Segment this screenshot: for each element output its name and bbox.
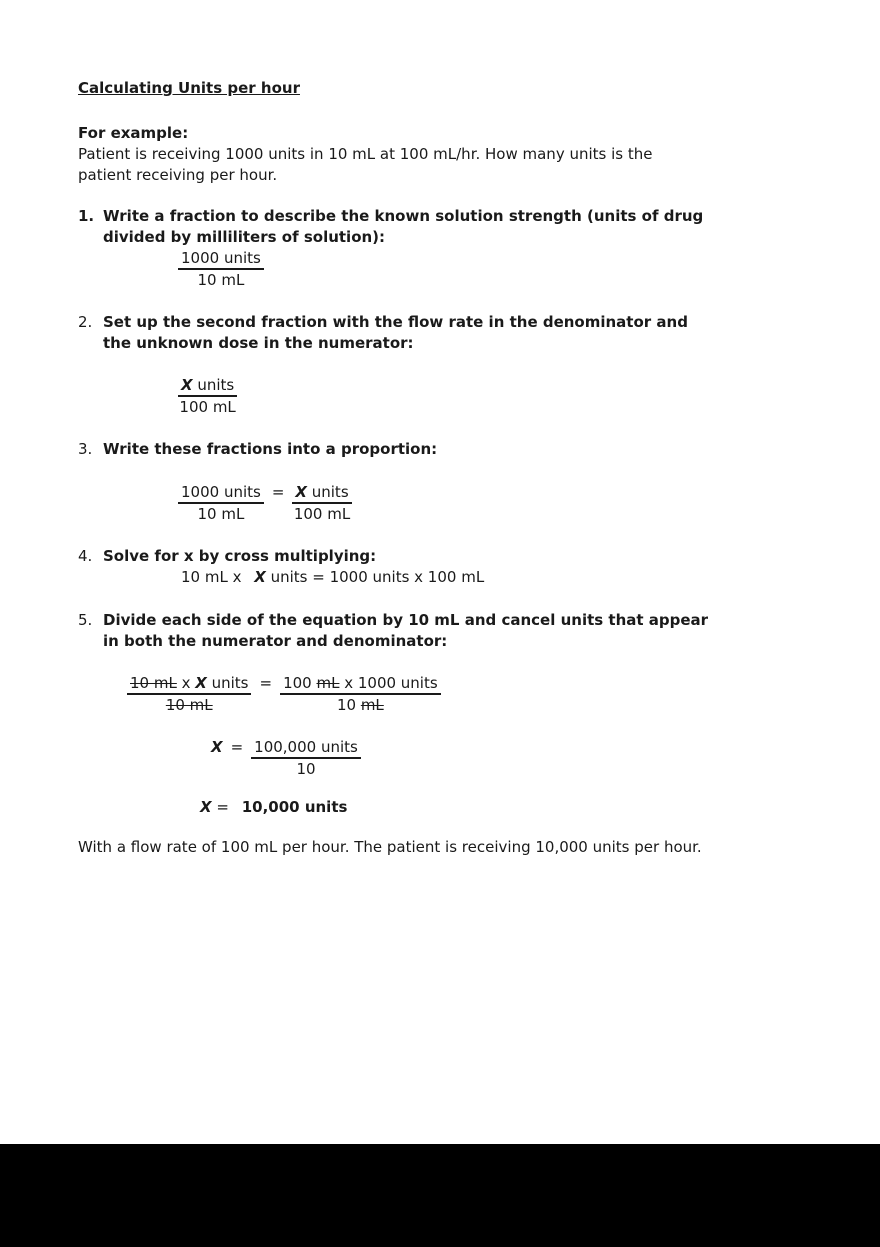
x-variable: X: [200, 798, 212, 816]
step-5: [78, 610, 818, 652]
x-variable: X: [181, 376, 193, 394]
struck-text: 10 mL: [165, 696, 213, 714]
x-variable: X: [295, 483, 307, 501]
fraction-numerator: 100,000 units: [251, 737, 361, 759]
right-fraction: [292, 482, 351, 525]
equals-sign: =: [216, 798, 229, 816]
step-1: [78, 206, 818, 248]
result-value: 10,000 units: [241, 798, 348, 816]
step-5-text: Divide each side of the equation by 10 mL and cancel units that appear in both the numerator and denominator:: [103, 611, 709, 650]
result-equation: [200, 797, 818, 818]
fraction-denominator: 10 mL: [197, 505, 245, 523]
fraction: [178, 375, 237, 418]
fraction-solution-strength: [178, 248, 818, 291]
proportion-equation: [178, 482, 818, 525]
right-fraction: [280, 673, 441, 716]
fraction-numerator: X units: [178, 375, 237, 397]
x-variable: X: [254, 568, 266, 586]
fraction-numerator: 100 mL x 1000 units: [280, 673, 441, 695]
example-text-line: Patient is receiving 1000 units in 10 mL at 100 mL/hr. How many units is the: [78, 145, 653, 163]
equals-sign: =: [271, 483, 285, 501]
fraction-numerator: X units: [292, 482, 351, 504]
equals-sign: =: [259, 674, 273, 692]
page-title: Calculating Units per hour: [78, 79, 300, 97]
step-1-text: Write a fraction to describe the known solution strength (units of drug divided by milliliters of solution):: [103, 207, 704, 246]
left-fraction: [127, 673, 251, 716]
fraction: [251, 737, 361, 780]
step-1-number: 1.: [78, 207, 95, 225]
document-page: [78, 78, 818, 858]
fraction-unknown-dose: [178, 375, 818, 418]
struck-text: mL: [316, 674, 340, 692]
fraction-denominator: 100 mL: [293, 505, 351, 523]
fraction-denominator: 10 mL: [336, 696, 384, 714]
cancel-units-equation: [127, 673, 818, 716]
step-4-text: Solve for x by cross multiplying:: [103, 547, 377, 565]
equals-sign: =: [230, 738, 244, 756]
step-3: [78, 439, 818, 460]
step-3-number: 3.: [78, 440, 93, 458]
step-4-number: 4.: [78, 547, 93, 565]
left-fraction: [178, 482, 264, 525]
fraction-numerator: 10 mL x X units: [127, 673, 251, 695]
fraction-denominator: 100 mL: [179, 398, 236, 416]
fraction: [178, 248, 264, 291]
x-variable: X: [211, 738, 223, 756]
example-section: [78, 123, 818, 186]
bottom-black-band: [0, 1144, 880, 1247]
step-5-number: 5.: [78, 611, 93, 629]
example-heading: For example:: [78, 124, 189, 142]
cross-multiply-equation: 10 mL x X units = 1000 units x 100 mL: [181, 568, 485, 586]
step-2: [78, 312, 818, 354]
step-2-text: Set up the second fraction with the flow rate in the denominator and the unknown dose in the numerator:: [103, 313, 688, 352]
fraction-numerator: 1000 units: [178, 482, 264, 504]
solve-equation: [211, 737, 818, 780]
step-3-text: Write these fractions into a proportion:: [103, 440, 438, 458]
struck-text: 10 mL: [130, 674, 177, 692]
step-2-number: 2.: [78, 313, 93, 331]
fraction-denominator: [127, 695, 251, 716]
fraction-numerator: 1000 units: [178, 248, 264, 270]
fraction-denominator: 10: [296, 760, 316, 778]
x-variable: X: [195, 674, 207, 692]
example-text-line: patient receiving per hour.: [78, 166, 278, 184]
step-4: [78, 546, 818, 567]
struck-text: mL: [360, 696, 384, 714]
conclusion-text: With a flow rate of 100 mL per hour. The patient is receiving 10,000 units per hour.: [78, 838, 702, 856]
fraction-denominator: 10 mL: [197, 271, 245, 289]
